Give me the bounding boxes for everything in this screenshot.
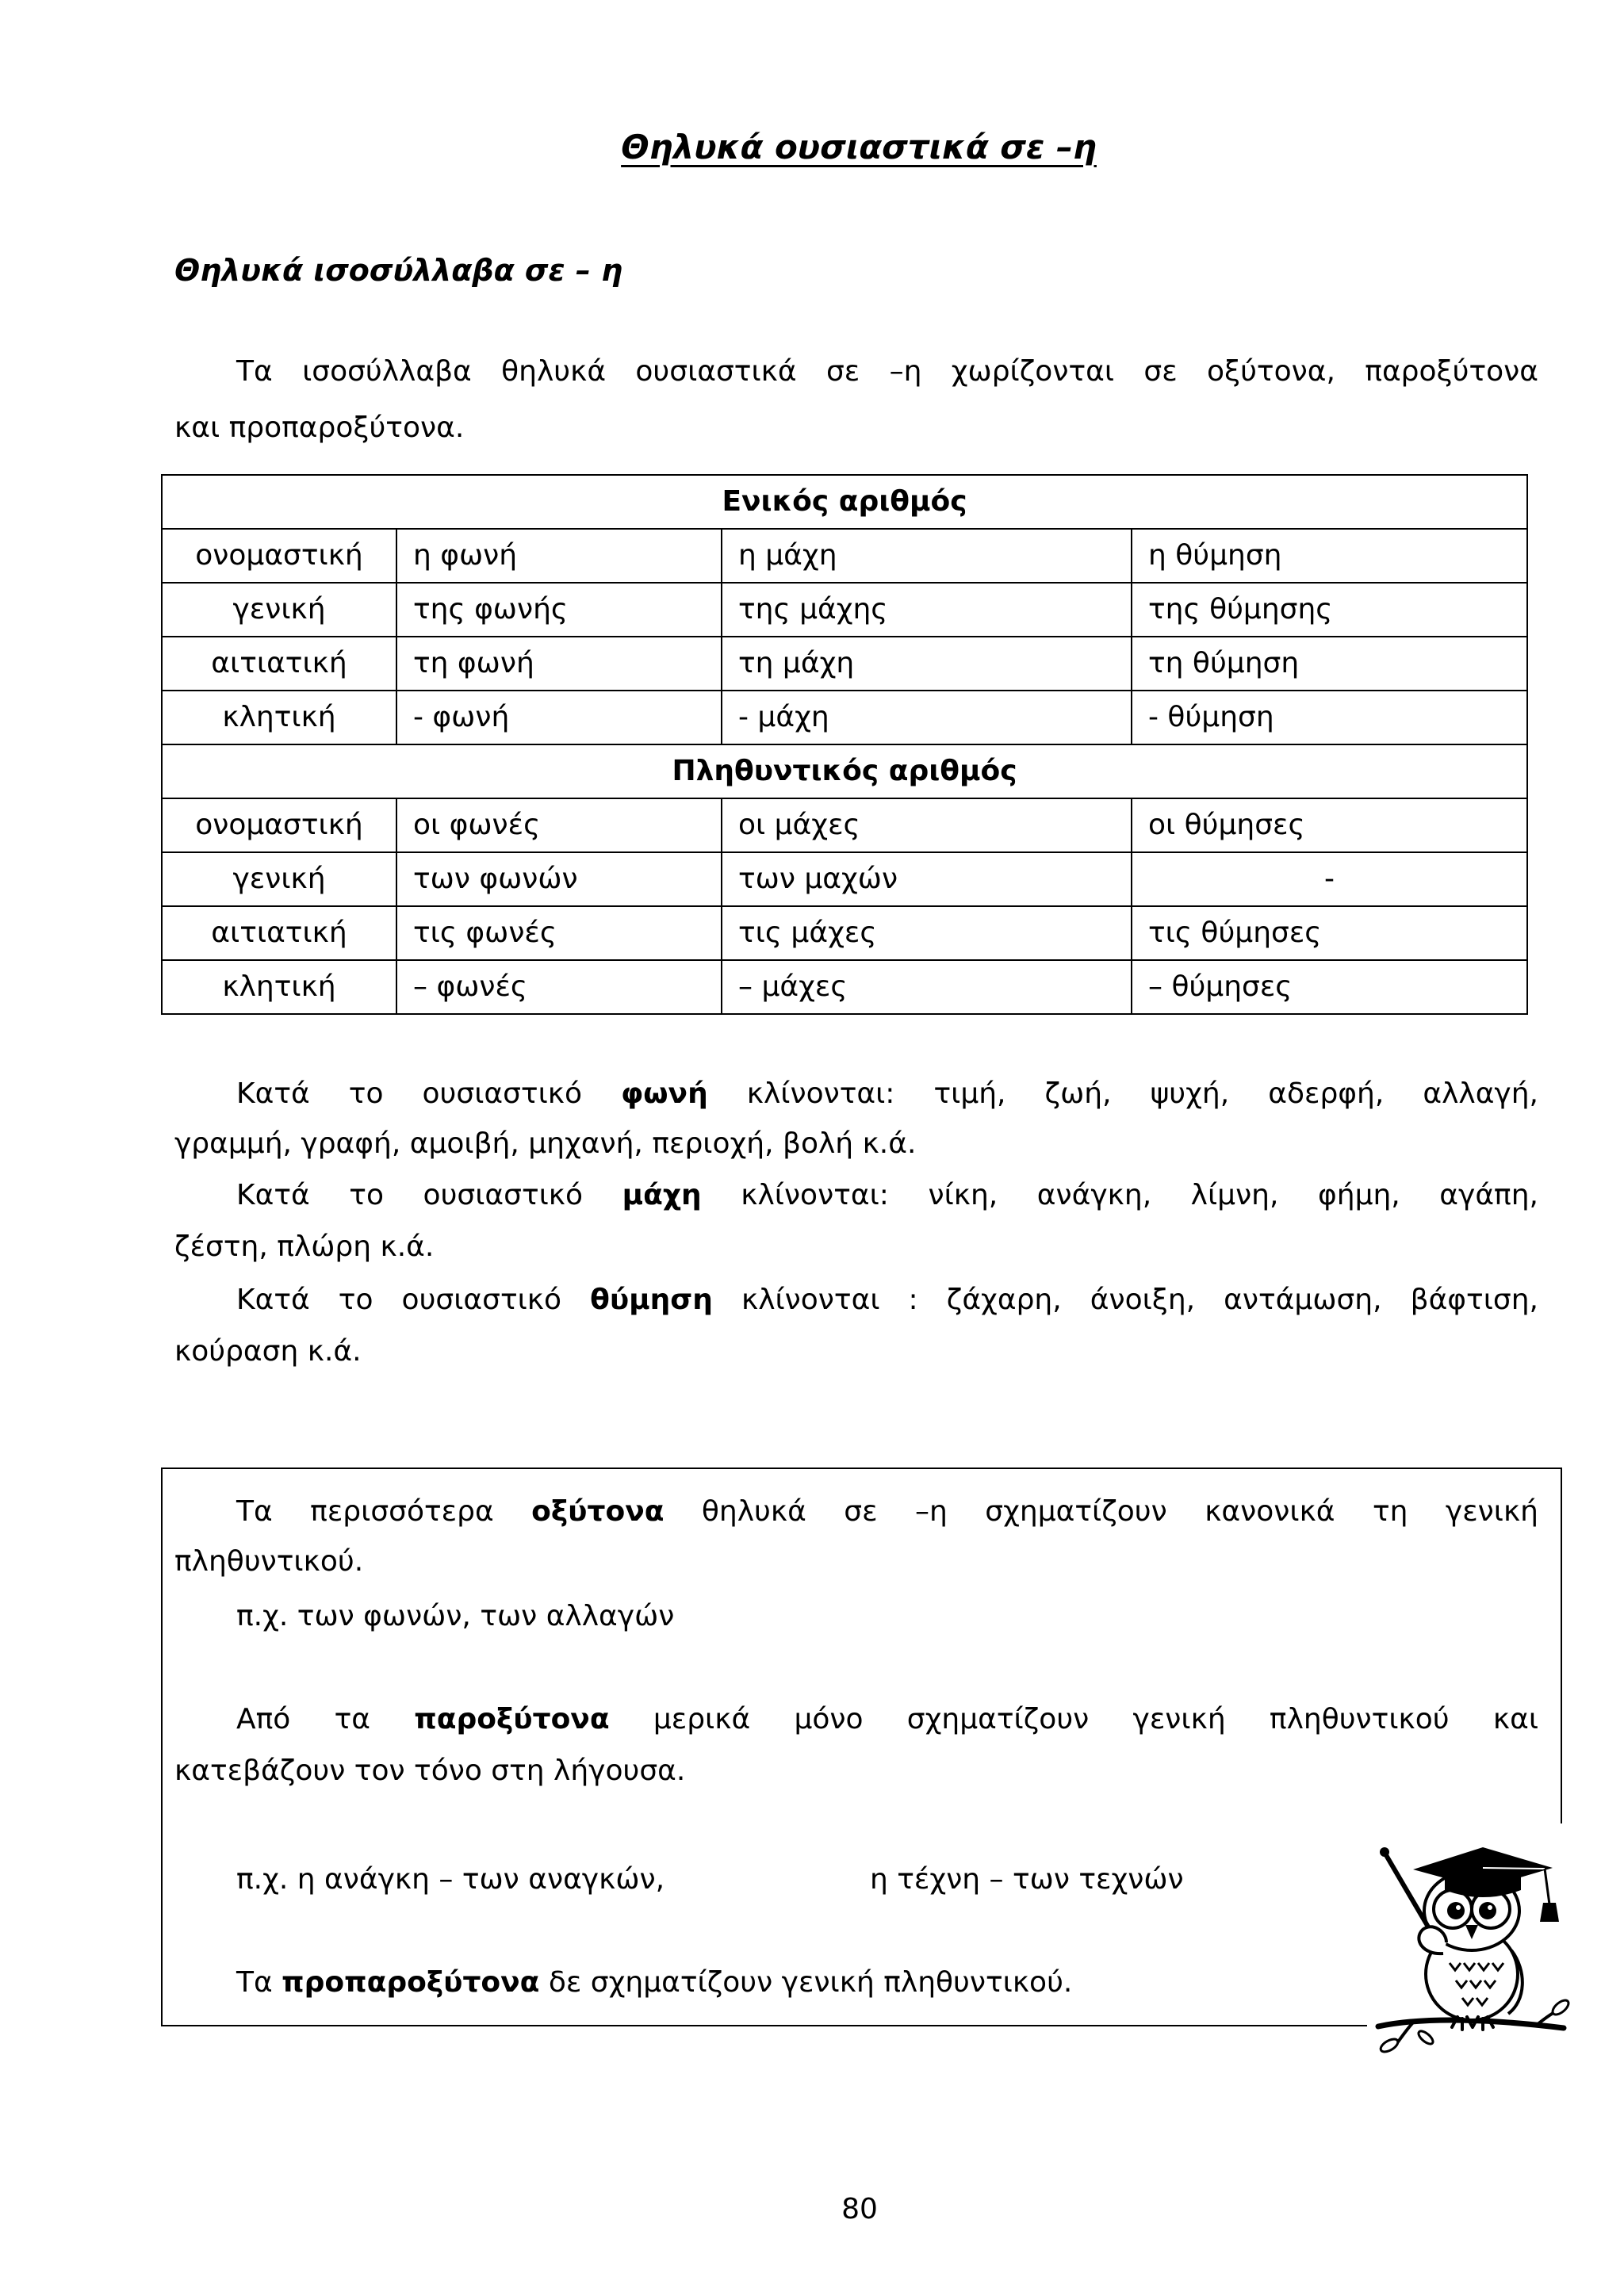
declension-note-continuation: κούραση κ.ά. <box>174 1335 362 1368</box>
note-rest: κλίνονται : ζάχαρη, άνοιξη, αντάμωση, βάφτιση, <box>712 1284 1538 1316</box>
rule-term: παροξύτονα <box>414 1703 610 1735</box>
tassel <box>1540 1903 1559 1922</box>
table-cell: η φωνή <box>396 529 722 583</box>
table-row <box>162 960 1527 1014</box>
table-cell: τις μάχες <box>722 906 1132 960</box>
table-row <box>162 529 1527 583</box>
table-row <box>162 691 1527 744</box>
table-cell: – θύμησες <box>1132 960 1527 1014</box>
rule-lead: Τα <box>236 1966 282 1999</box>
declension-table <box>161 474 1528 1015</box>
leaf <box>1416 2029 1434 2046</box>
table-row <box>162 637 1527 691</box>
rule-term: προπαροξύτονα <box>282 1966 540 1999</box>
plural-header-row <box>162 744 1527 798</box>
section-heading: Θηλυκά ισοσύλλαβα σε – η <box>174 253 623 288</box>
rule-example: π.χ. η ανάγκη – των αναγκών, <box>236 1863 665 1896</box>
page-number: 80 <box>841 2193 878 2225</box>
declension-note-line <box>236 1172 1538 1219</box>
leaf <box>1379 2037 1400 2054</box>
table-cell: – μάχες <box>722 960 1132 1014</box>
declension-note-line <box>236 1070 1538 1118</box>
table-row <box>162 798 1527 852</box>
page-title <box>174 122 1543 173</box>
singular-header-row <box>162 475 1527 529</box>
owl-pupil <box>1447 1902 1465 1919</box>
model-noun: φωνή <box>621 1077 708 1110</box>
table-cell: - μάχη <box>722 691 1132 744</box>
case-label: γενική <box>162 852 396 906</box>
rule-rest: δε σχηματίζουν γενική πληθυντικού. <box>539 1966 1073 1999</box>
pointer-tip <box>1380 1847 1389 1857</box>
rule-line-paroxytone <box>236 1696 1538 1743</box>
case-label: ονομαστική <box>162 529 396 583</box>
rule-lead: Τα περισσότερα <box>236 1495 532 1528</box>
case-label: γενική <box>162 583 396 637</box>
owl-illustration <box>1367 1823 1575 2055</box>
note-lead: Κατά το ουσιαστικό <box>236 1077 622 1110</box>
table-cell: - θύμηση <box>1132 691 1527 744</box>
case-label: αιτιατική <box>162 906 396 960</box>
table-cell: τη φωνή <box>396 637 722 691</box>
rule-continuation: κατεβάζουν τον τόνο στη λήγουσα. <box>174 1755 686 1787</box>
case-label: κλητική <box>162 691 396 744</box>
rule-example: π.χ. των φωνών, των αλλαγών <box>236 1600 675 1632</box>
table-cell: οι θύμησες <box>1132 798 1527 852</box>
table-row <box>162 583 1527 637</box>
rule-box <box>161 1468 1562 2026</box>
table-cell: της θύμησης <box>1132 583 1527 637</box>
rule-line-proparoxytone <box>236 1959 1072 2007</box>
owl-left-wing <box>1419 1927 1446 1954</box>
note-rest: κλίνονται: νίκη, ανάγκη, λίμνη, φήμη, αγάπη, <box>701 1179 1538 1211</box>
case-label: κλητική <box>162 960 396 1014</box>
tassel-cord <box>1545 1869 1549 1904</box>
case-label: ονομαστική <box>162 798 396 852</box>
model-noun: θύμηση <box>590 1284 713 1316</box>
page-title-text: Θηλυκά ουσιαστικά σε –η <box>621 128 1097 166</box>
table-cell: η μάχη <box>722 529 1132 583</box>
table-cell: - <box>1132 852 1527 906</box>
rule-rest: μερικά μόνο σχηματίζουν γενική πληθυντικού και <box>609 1703 1539 1735</box>
owl-eye-highlight <box>1488 1905 1492 1910</box>
owl-eye-highlight <box>1456 1905 1461 1910</box>
table-cell: οι μάχες <box>722 798 1132 852</box>
table-cell: των μαχών <box>722 852 1132 906</box>
table-cell: τη θύμηση <box>1132 637 1527 691</box>
table-row <box>162 852 1527 906</box>
singular-number-header: Ενικός αριθμός <box>162 475 1527 529</box>
declension-note-line <box>236 1276 1538 1324</box>
table-cell: τη μάχη <box>722 637 1132 691</box>
rule-rest: θηλυκά σε –η σχηματίζουν κανονικά τη γενική <box>664 1495 1538 1528</box>
plural-number-header: Πληθυντικός αριθμός <box>162 744 1527 798</box>
rule-term: οξύτονα <box>531 1495 665 1528</box>
table-cell: της φωνής <box>396 583 722 637</box>
intro-line: και προπαροξύτονα. <box>174 411 465 444</box>
table-cell: η θύμηση <box>1132 529 1527 583</box>
table-cell: – φωνές <box>396 960 722 1014</box>
owl-pupil <box>1479 1902 1496 1919</box>
note-rest: κλίνονται: τιμή, ζωή, ψυχή, αδερφή, αλλαγή, <box>707 1077 1538 1110</box>
declension-note-continuation: ζέστη, πλώρη κ.ά. <box>174 1230 435 1263</box>
model-noun: μάχη <box>622 1179 702 1211</box>
table-cell: οι φωνές <box>396 798 722 852</box>
table-row <box>162 906 1527 960</box>
table-cell: των φωνών <box>396 852 722 906</box>
tassel-string <box>1483 1868 1545 1869</box>
intro-line: Τα ισοσύλλαβα θηλυκά ουσιαστικά σε –η χωρίζονται σε οξύτονα, παροξύτονα <box>236 355 1538 388</box>
declension-note-continuation: γραμμή, γραφή, αμοιβή, μηχανή, περιοχή, βολή κ.ά. <box>174 1127 917 1160</box>
case-label: αιτιατική <box>162 637 396 691</box>
note-lead: Κατά το ουσιαστικό <box>236 1179 622 1211</box>
rule-example: η τέχνη – των τεχνών <box>870 1863 1184 1896</box>
note-lead: Κατά το ουσιαστικό <box>236 1284 591 1316</box>
table-cell: τις φωνές <box>396 906 722 960</box>
rule-line-oxytone <box>236 1488 1538 1536</box>
owl-graduation-cap-icon <box>1367 1823 1575 2055</box>
leaf <box>1550 1998 1571 2018</box>
table-cell: - φωνή <box>396 691 722 744</box>
rule-lead: Από τα <box>236 1703 415 1735</box>
table-cell: της μάχης <box>722 583 1132 637</box>
rule-continuation: πληθυντικού. <box>174 1545 364 1578</box>
table-cell: τις θύμησες <box>1132 906 1527 960</box>
